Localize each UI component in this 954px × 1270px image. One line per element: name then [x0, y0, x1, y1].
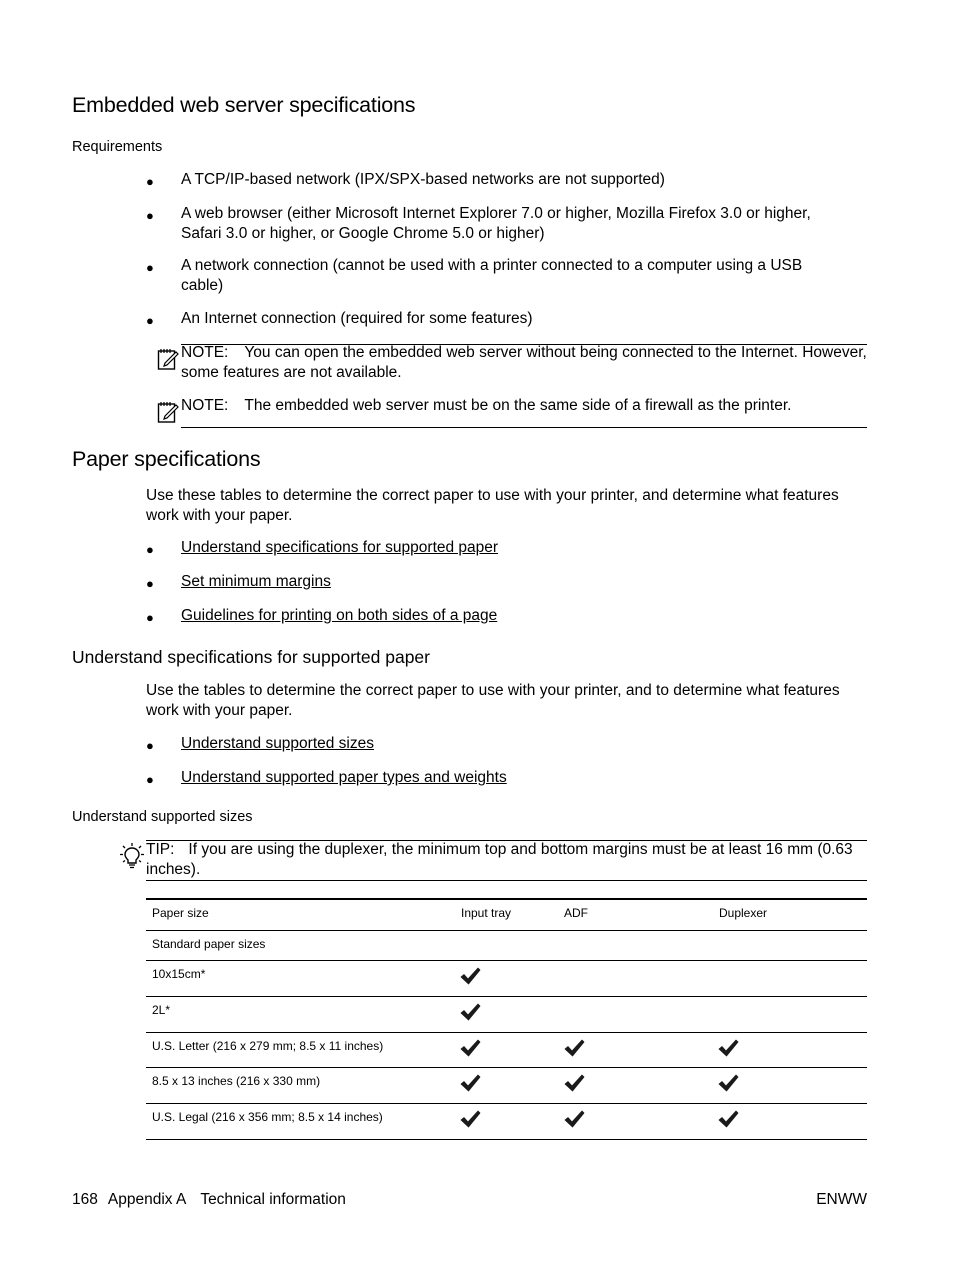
bullet-icon: ●	[146, 174, 154, 189]
table-cell-paper-size: U.S. Legal (216 x 356 mm; 8.5 x 14 inches)	[152, 1110, 383, 1124]
note-embedded-firewall	[181, 396, 867, 416]
note-embedded-internet	[181, 343, 867, 382]
section-title-supported-sizes: Understand supported sizes	[72, 809, 253, 825]
column-header-duplexer: Duplexer	[719, 906, 768, 920]
lightbulb-icon	[119, 842, 145, 870]
page-footer-left	[72, 1191, 346, 1209]
bullet-icon: ●	[146, 772, 154, 787]
requirement-item: An Internet connection (required for some features)	[181, 310, 533, 327]
checkmark-icon	[717, 1109, 739, 1129]
table-row-rule	[146, 1032, 867, 1033]
footer-code: ENWW	[816, 1191, 867, 1208]
tip-duplexer-margins	[146, 840, 867, 879]
requirement-item: A network connection (cannot be used with a printer connected to a computer using a USB cable)	[181, 257, 803, 294]
table-row-rule	[146, 996, 867, 997]
checkmark-icon	[563, 1038, 585, 1058]
link-understand-supported-sizes[interactable]: Understand supported sizes	[181, 735, 375, 752]
link-understand-paper-types[interactable]: Understand supported paper types and weights	[181, 769, 507, 786]
checkmark-icon	[459, 1038, 481, 1058]
page-number: 168	[72, 1191, 98, 1208]
table-row-rule	[146, 1067, 867, 1068]
requirement-item: A TCP/IP-based network (IPX/SPX-based networks are not supported)	[181, 171, 665, 188]
requirements-heading: Requirements	[72, 139, 163, 155]
table-cell-paper-size: 8.5 x 13 inches (216 x 330 mm)	[152, 1074, 321, 1088]
link-set-minimum-margins[interactable]: Set minimum margins	[181, 573, 331, 590]
bullet-icon: ●	[146, 542, 154, 557]
tip-text: If you are using the duplexer, the minimum top and bottom margins must be at least 16 mm (0.63 inches).	[146, 841, 853, 878]
column-header-paper-size: Paper size	[152, 906, 209, 920]
column-header-adf: ADF	[564, 906, 588, 920]
understand-spec-intro: Use the tables to determine the correct paper to use with your printer, and to determine what features work with your paper.	[146, 682, 840, 719]
table-cell-paper-size: 10x15cm*	[152, 967, 206, 981]
bullet-icon: ●	[146, 738, 154, 753]
link-understand-specifications[interactable]: Understand specifications for supported paper	[181, 539, 499, 556]
checkmark-icon	[563, 1073, 585, 1093]
table-group-standard-sizes: Standard paper sizes	[152, 937, 266, 951]
bullet-icon: ●	[146, 576, 154, 591]
checkmark-icon	[459, 966, 481, 986]
note-label: NOTE:	[181, 344, 229, 361]
table-row-rule	[146, 1139, 867, 1140]
requirement-item: A web browser (either Microsoft Internet Explorer 7.0 or higher, Mozilla Firefox 3.0 or higher, Safari 3.0 or higher, or Google Chrome 5.0 or higher)	[181, 205, 811, 242]
tip-bottom-rule	[146, 880, 867, 881]
table-row-rule	[146, 1103, 867, 1104]
checkmark-icon	[717, 1038, 739, 1058]
note-label: NOTE:	[181, 397, 229, 414]
note-text: You can open the embedded web server without being connected to the Internet. However, some features are not available.	[181, 344, 867, 381]
link-guidelines-both-sides[interactable]: Guidelines for printing on both sides of a page	[181, 607, 498, 624]
note-pad-icon	[157, 400, 179, 424]
note-pad-icon	[157, 347, 179, 371]
table-row-rule	[146, 960, 867, 961]
checkmark-icon	[459, 1109, 481, 1129]
table-header-rule	[146, 930, 867, 931]
section-title-paper-specifications: Paper specifications	[72, 447, 261, 471]
column-header-input-tray: Input tray	[461, 906, 512, 920]
table-cell-paper-size: U.S. Letter (216 x 279 mm; 8.5 x 11 inches)	[152, 1039, 384, 1053]
footer-chapter: Appendix A	[107, 1191, 187, 1208]
checkmark-icon	[459, 1073, 481, 1093]
bullet-icon: ●	[146, 313, 154, 328]
table-top-rule	[146, 898, 867, 900]
section-title-understand-specifications: Understand specifications for supported paper	[72, 647, 430, 667]
footer-chapter-title: Technical information	[200, 1191, 346, 1208]
bullet-icon: ●	[146, 610, 154, 625]
note-text: The embedded web server must be on the same side of a firewall as the printer.	[244, 397, 792, 414]
paper-spec-intro: Use these tables to determine the correct paper to use with your printer, and determine what features work with your paper.	[146, 487, 839, 524]
section-title-embedded-web-server: Embedded web server specifications	[72, 93, 416, 117]
bullet-icon: ●	[146, 260, 154, 275]
checkmark-icon	[459, 1002, 481, 1022]
checkmark-icon	[563, 1109, 585, 1129]
bullet-icon: ●	[146, 208, 154, 223]
note-bottom-rule	[181, 427, 867, 428]
tip-label: TIP:	[146, 841, 175, 858]
checkmark-icon	[717, 1073, 739, 1093]
table-cell-paper-size: 2L*	[152, 1003, 171, 1017]
